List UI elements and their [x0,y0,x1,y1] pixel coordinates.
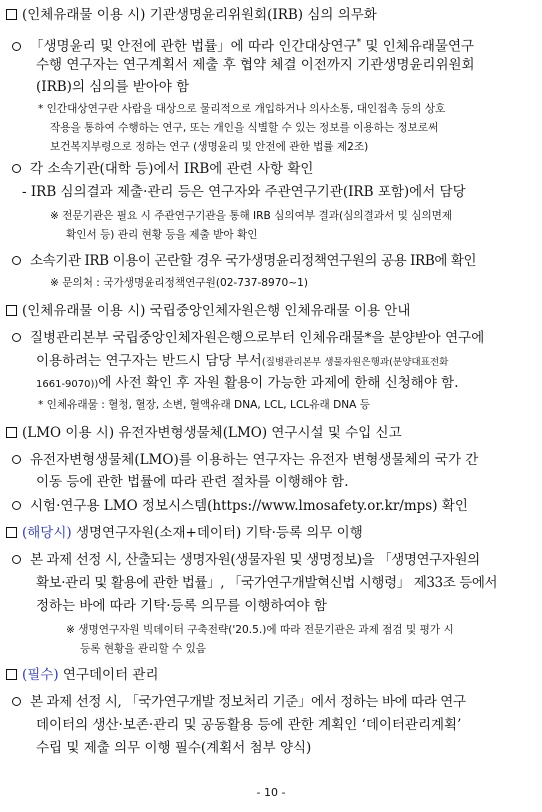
circle-bullet-icon [12,555,21,564]
page-number: - 10 - [256,786,286,799]
s5-bullet-1-line-3: 수립 및 제출 의무 이행 필수(계획서 첨부 양식) [36,740,312,756]
s1-note-contact: ※ 문의처 : 국가생명윤리정책연구원(02-737-8970~1) [50,277,309,289]
circle-bullet-icon [12,697,21,706]
s4-bullet-1-line-3: 정하는 바에 따라 기탁·등록 의무를 이행하여야 함 [36,598,327,614]
section-3-title: (LMO 이용 시) 유전자변형생물체(LMO) 연구시설 및 수입 신고 [6,424,402,442]
section-1-title: (인체유래물 이용 시) 기관생명윤리위원회(IRB) 심의 의무화 [6,6,377,24]
s2-bullet-1: 질병관리본부 국립중앙인체자원은행으로부터 인체유래물*을 분양받아 연구에 [12,329,484,347]
s5-bullet-1: 본 과제 선정 시, 「국가연구개발 정보처리 기준」에서 정하는 바에 따라 연구 [12,693,466,711]
s1-note-1: * 인간대상연구란 사람을 대상으로 물리적으로 개입하거나 의사소통, 대인접촉 등의 상호 [38,103,446,115]
circle-bullet-icon [12,455,21,464]
s4-note-1-line-2: 등록 현황을 관리할 수 있음 [80,643,207,655]
circle-bullet-icon [12,164,21,173]
s5-bullet-1-line-2: 데이터의 생산·보존·관리 및 공동활용 등에 관한 계획인 ‘데이터관리계획’ [36,717,462,733]
checkbox-square-icon [6,427,17,438]
s2-bullet-1-line-3: 1661-9070))에 사전 확인 후 자원 활용이 가능한 과제에 한해 신청해야 함. [36,375,459,391]
s1-bullet-3: 소속기관 IRB 이용이 곤란할 경우 국가생명윤리정책연구원의 공용 IRB에 확인 [12,252,476,270]
checkbox-square-icon [6,527,17,538]
s2-note-1: * 인체유래물 : 혈청, 혈장, 소변, 혈액유래 DNA, LCL, LCL유래 DNA 등 [38,399,371,411]
s1-bullet-1-line-3: (IRB)의 심의를 받아야 함 [36,79,190,95]
checkbox-square-icon [6,669,17,680]
circle-bullet-icon [12,333,21,342]
s1-note-2-line-2: 확인서 등) 관리 현황 등을 제출 받아 확인 [66,229,258,241]
s1-dash-item: - IRB 심의결과 제출·관리 등은 연구자와 주관연구기관(IRB 포함)에서 담당 [22,184,466,200]
s3-bullet-1-line-2: 이동 등에 관한 법률에 따라 관련 절차를 이행해야 함. [36,474,349,490]
s1-note-2: ※ 전문기관은 필요 시 주관연구기관을 통해 IRB 심의여부 결과(심의결과서 및 심의면제 [50,210,453,222]
section-4-title: (해당시) 생명연구자원(소재+데이터) 기탁·등록 의무 이행 [6,524,363,542]
s4-note-1: ※ 생명연구자원 빅데이터 구축전략('20.5.)에 따라 전문기관은 과제 점검 및 평가 시 [66,624,454,636]
s3-bullet-1: 유전자변형생물체(LMO)를 이용하는 연구자는 유전자 변형생물체의 국가 간 [12,451,478,469]
s2-bullet-1-line-2: 이용하려는 연구자는 반드시 담당 부서(질병관리본부 생물자원은행과(분양대표전화 [36,353,449,369]
s4-bullet-1: 본 과제 선정 시, 산출되는 생명자원(생물자원 및 생명정보)을 「생명연구자원의 [12,551,480,569]
s1-bullet-1-line-2: 수행 연구자는 연구계획서 제출 후 협약 체결 이전까지 기관생명윤리위원회 [36,57,475,73]
section-2-title: (인체유래물 이용 시) 국립중앙인체자원은행 인체유래물 이용 안내 [6,302,410,320]
circle-bullet-icon [12,42,21,51]
s1-note-1-line-3: 보건복지부령으로 정하는 연구 (생명윤리 및 안전에 관한 법률 제2조) [50,141,369,153]
circle-bullet-icon [12,501,21,510]
s4-bullet-1-line-2: 확보·관리 및 활용에 관한 법률」, 「국가연구개발혁신법 시행령」 제33조 등에서 [36,575,498,591]
s3-bullet-2: 시험·연구용 LMO 정보시스템(https://www.lmosafety.or.kr/mps) 확인 [12,497,468,515]
circle-bullet-icon [12,256,21,265]
checkbox-square-icon [6,305,17,316]
s1-bullet-1: 「생명윤리 및 안전에 관한 법률」에 따라 인간대상연구* 및 인체유래물연구 [12,34,474,56]
s1-note-1-line-2: 작용을 통하여 수행하는 연구, 또는 개인을 식별할 수 있는 정보를 이용하는 정보로써 [50,122,439,134]
checkbox-square-icon [6,9,17,20]
s1-bullet-2: 각 소속기관(대학 등)에서 IRB에 관련 사항 확인 [12,160,313,178]
section-5-title: (필수) 연구데이터 관리 [6,666,159,684]
